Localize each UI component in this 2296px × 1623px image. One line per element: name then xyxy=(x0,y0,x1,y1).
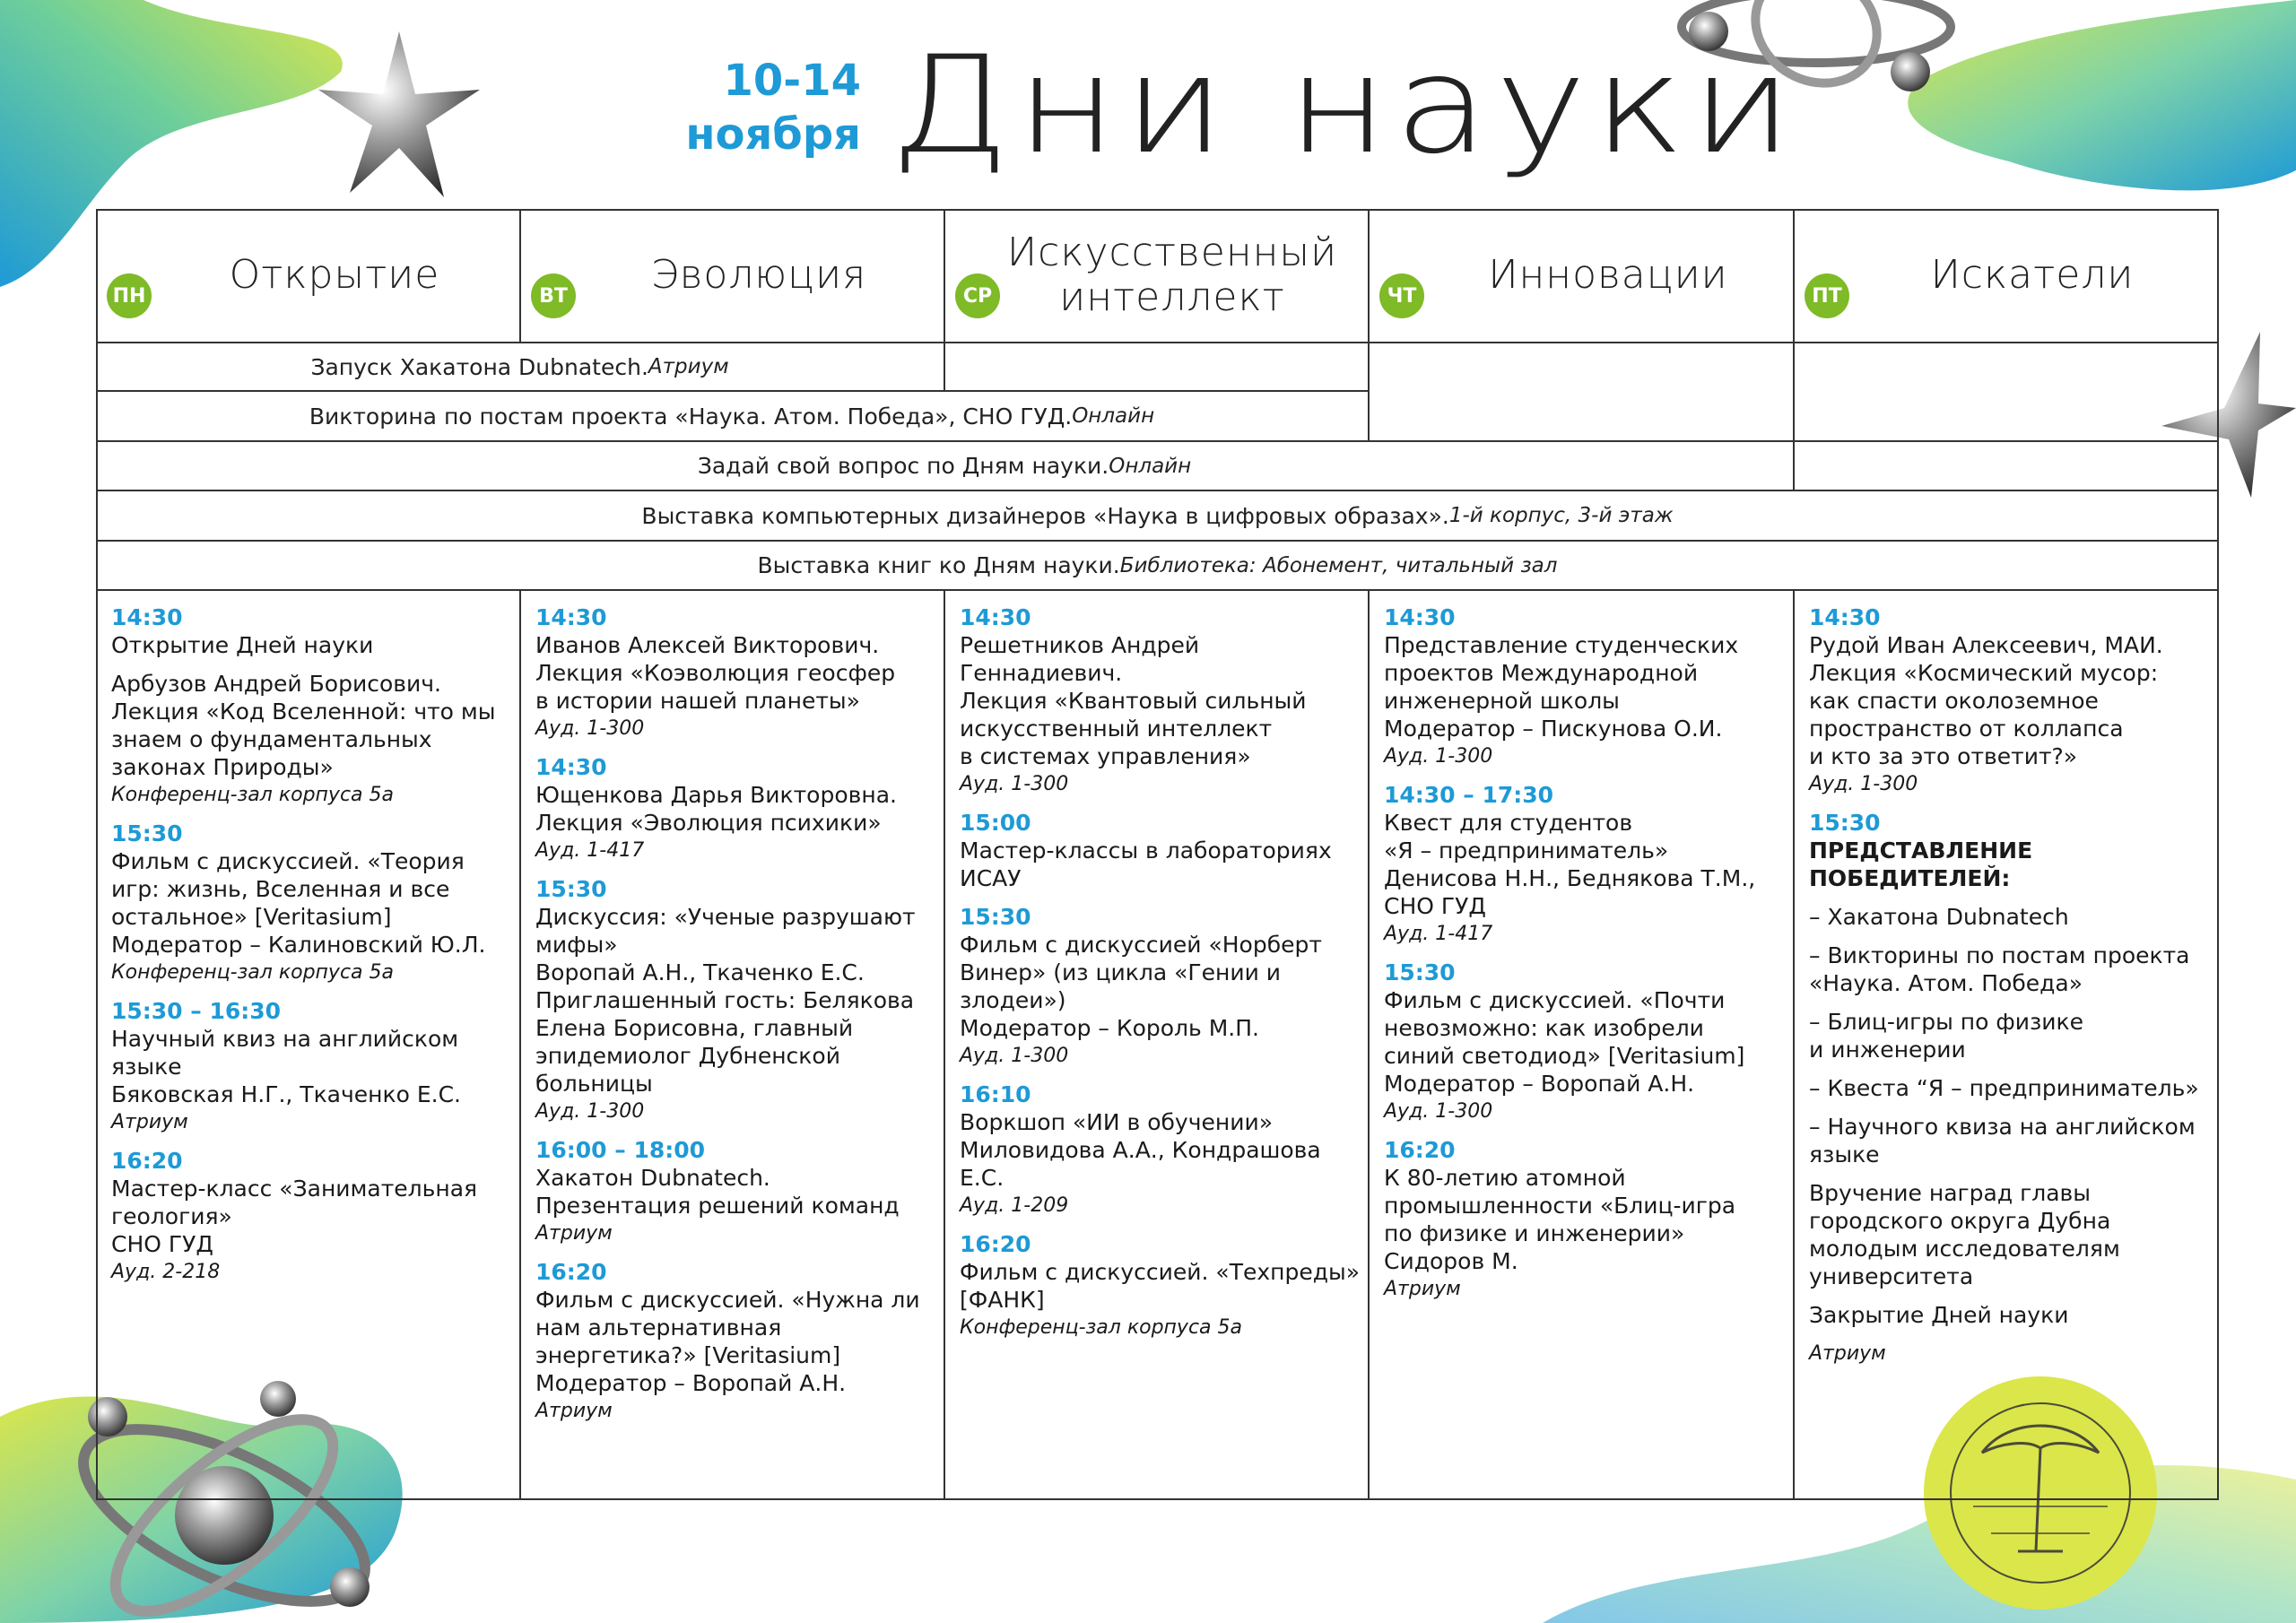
row-text: Задай свой вопрос по Дням науки. xyxy=(697,453,1109,479)
event-item xyxy=(535,1258,939,1425)
event-location: Ауд. 1-300 xyxy=(1809,773,1918,795)
event-time: 15:30 xyxy=(960,904,1031,930)
event-item xyxy=(535,753,939,864)
event-location: Конференц-зал корпуса 5а xyxy=(111,961,395,984)
event-item xyxy=(1384,781,1787,948)
row-place: Онлайн xyxy=(1109,454,1192,478)
event-description: Мастер-класс «Занимательная геология» СНО ГУД xyxy=(111,1176,478,1257)
row-text: Выставка книг ко Дням науки. xyxy=(757,552,1120,578)
event-item xyxy=(535,603,939,742)
event-description: Фильм с дискуссией. «Нужна ли нам альтернативная энергетика?» [Veritasium] Модератор – Воропай А.Н. xyxy=(535,1287,920,1396)
event-time: 15:30 – 16:30 xyxy=(111,998,282,1024)
event-description: – Викторины по постам проекта «Наука. Атом. Победа» xyxy=(1809,942,2190,996)
event-description: Представление студенческих проектов Международной инженерной школы Модератор – Пискунова О.И. xyxy=(1384,632,1739,742)
event-description: ПРЕДСТАВЛЕНИЕ ПОБЕДИТЕЛЕЙ: xyxy=(1809,838,2033,891)
page-title: Дни науки xyxy=(890,28,1799,184)
day-theme-wed: Искусственный интеллект xyxy=(1006,230,1338,320)
event-time: 16:20 xyxy=(960,1231,1031,1257)
event-location: Ауд. 1-300 xyxy=(1384,745,1493,768)
event-item xyxy=(960,1081,1363,1219)
event-location: Ауд. 2-218 xyxy=(111,1261,221,1283)
event-item xyxy=(1809,1074,2213,1102)
row-text: Запуск Хакатона Dubnatech. xyxy=(310,353,648,380)
day-theme-mon: Открытие xyxy=(229,252,440,298)
dates-range: 10-14 xyxy=(723,56,861,106)
event-dates xyxy=(655,54,861,161)
row-exhibition-design xyxy=(96,491,2219,540)
event-description: Ющенкова Дарья Викторовна. Лекция «Эволюция психики» xyxy=(535,782,897,836)
row-exhibition-books xyxy=(96,542,2219,589)
event-description: – Квеста “Я – предприниматель» xyxy=(1809,1075,2199,1101)
event-location: Ауд. 1-300 xyxy=(960,773,1069,795)
day-badge-fri: ПТ xyxy=(1805,273,1849,318)
event-item xyxy=(111,603,515,659)
event-time: 14:30 xyxy=(111,604,183,630)
row-text: Викторина по постам проекта «Наука. Атом. Победа», СНО ГУД. xyxy=(309,403,1073,430)
event-item xyxy=(1384,959,1787,1125)
event-description: Мастер-классы в лабораториях ИСАУ xyxy=(960,838,1332,891)
row-hackathon-launch xyxy=(96,343,944,390)
event-location: Атриум xyxy=(1809,1342,1886,1365)
event-item xyxy=(1809,809,2213,892)
event-item xyxy=(960,809,1363,892)
row-quiz xyxy=(96,392,1368,440)
event-description: Рудой Иван Алексеевич, МАИ. Лекция «Космический мусор: как спасти околоземное пространство от коллапса и кто за это ответит?» xyxy=(1809,632,2163,769)
event-location: Ауд. 1-300 xyxy=(535,717,645,740)
event-location: Ауд. 1-300 xyxy=(1384,1100,1493,1123)
day-badge-mon: ПН xyxy=(107,273,152,318)
event-time: 14:30 xyxy=(535,754,607,780)
event-time: 16:20 xyxy=(535,1259,607,1285)
row-place: Онлайн xyxy=(1072,404,1155,428)
event-description: К 80-летию атомной промышленности «Блиц-игра по физике и инженерии» Сидоров М. xyxy=(1384,1165,1736,1274)
day-column-thu xyxy=(1384,603,1787,1314)
event-description: Закрытие Дней науки xyxy=(1809,1302,2069,1328)
event-time: 14:30 – 17:30 xyxy=(1384,782,1554,808)
event-item xyxy=(1809,1008,2213,1063)
day-badge-tue: ВТ xyxy=(531,273,576,318)
day-column-wed xyxy=(960,603,1363,1352)
day-badge-thu: ЧТ xyxy=(1379,273,1424,318)
event-item xyxy=(111,670,515,809)
day-column-tue xyxy=(535,603,939,1436)
event-location: Ауд. 1-417 xyxy=(535,839,645,862)
event-item xyxy=(960,903,1363,1070)
day-theme-tue: Эволюция xyxy=(650,252,867,298)
event-description: Фильм с дискуссией. «Почти невозможно: как изобрели синий светодиод» [Veritasium] Модератор – Воропай А.Н. xyxy=(1384,987,1745,1097)
event-item xyxy=(535,875,939,1125)
event-item xyxy=(535,1136,939,1247)
event-description: Вручение наград главы городского округа Дубна молодым исследователям университета xyxy=(1809,1180,2120,1289)
day-column-fri xyxy=(1809,603,2213,1378)
event-time: 14:30 xyxy=(535,604,607,630)
schedule-table xyxy=(96,209,2219,1500)
dates-month: ноября xyxy=(685,109,861,160)
event-description: Фильм с дискуссией «Норберт Винер» (из цикла «Гении и злодеи») Модератор – Король М.П. xyxy=(960,932,1322,1041)
event-item xyxy=(1809,903,2213,931)
event-time: 16:20 xyxy=(1384,1137,1456,1163)
event-item xyxy=(1809,603,2213,798)
event-item xyxy=(111,997,515,1136)
event-item xyxy=(960,603,1363,798)
day-theme-thu: Инновации xyxy=(1488,252,1728,298)
event-item xyxy=(111,1147,515,1286)
event-item xyxy=(1809,1301,2213,1329)
event-item xyxy=(1809,942,2213,997)
day-theme-fri: Искатели xyxy=(1930,252,2135,298)
event-description: Хакатон Dubnatech. Презентация решений команд xyxy=(535,1165,900,1219)
event-time: 14:30 xyxy=(960,604,1031,630)
event-description: Иванов Алексей Викторович. Лекция «Коэволюция геосфер в истории нашей планеты» xyxy=(535,632,896,714)
day-badge-wed: СР xyxy=(955,273,1000,318)
event-location: Ауд. 1-300 xyxy=(535,1100,645,1123)
event-item xyxy=(960,1230,1363,1341)
event-time: 14:30 xyxy=(1809,604,1881,630)
event-time: 15:30 xyxy=(535,876,607,902)
event-time: 16:20 xyxy=(111,1148,183,1174)
event-item xyxy=(1809,1340,2213,1367)
event-item xyxy=(1809,1179,2213,1290)
event-location: Атриум xyxy=(535,1400,613,1422)
event-item xyxy=(111,820,515,986)
event-description: Научный квиз на английском языке Бяковская Н.Г., Ткаченко Е.С. xyxy=(111,1026,461,1107)
row-ask-question xyxy=(96,442,1793,490)
event-description: – Хакатона Dubnatech xyxy=(1809,904,2069,930)
event-location: Ауд. 1-209 xyxy=(960,1194,1069,1217)
day-column-mon xyxy=(111,603,515,1297)
event-description: Арбузов Андрей Борисович. Лекция «Код Вселенной: что мы знаем о фундаментальных законах Природы» xyxy=(111,671,496,780)
row-place: Библиотека: Абонемент, читальный зал xyxy=(1119,553,1558,577)
event-description: Воркшоп «ИИ в обучении» Миловидова А.А., Кондрашова Е.С. xyxy=(960,1109,1321,1191)
row-place: 1-й корпус, 3-й этаж xyxy=(1448,504,1674,527)
decor-star-icon xyxy=(309,27,489,206)
event-location: Конференц-зал корпуса 5а xyxy=(960,1316,1243,1339)
event-location: Атриум xyxy=(535,1222,613,1245)
event-item xyxy=(1809,1113,2213,1168)
event-time: 15:30 xyxy=(1809,810,1881,836)
row-text: Выставка компьютерных дизайнеров «Наука в цифровых образах». xyxy=(641,502,1449,529)
event-time: 16:00 – 18:00 xyxy=(535,1137,706,1163)
event-location: Атриум xyxy=(111,1111,188,1133)
event-description: Дискуссия: «Ученые разрушают мифы» Воропай А.Н., Ткаченко Е.С. Приглашенный гость: Белякова Елена Борисовна, главный эпидемиолог Дубненской больницы xyxy=(535,904,916,1097)
event-item xyxy=(1384,603,1787,770)
event-location: Ауд. 1-300 xyxy=(960,1045,1069,1067)
event-description: Фильм с дискуссией. «Теория игр: жизнь, Вселенная и все остальное» [Veritasium] Модератор – Калиновский Ю.Л. xyxy=(111,848,486,958)
event-time: 15:30 xyxy=(111,820,183,846)
event-item xyxy=(1384,1136,1787,1303)
event-location: Конференц-зал корпуса 5а xyxy=(111,784,395,806)
event-time: 14:30 xyxy=(1384,604,1456,630)
event-time: 15:30 xyxy=(1384,959,1456,985)
event-description: – Научного квиза на английском языке xyxy=(1809,1114,2196,1167)
event-time: 15:00 xyxy=(960,810,1031,836)
event-description: Решетников Андрей Геннадиевич. Лекция «Квантовый сильный искусственный интеллект в системах управления» xyxy=(960,632,1307,769)
event-description: – Блиц-игры по физике и инженерии xyxy=(1809,1009,2084,1063)
event-location: Атриум xyxy=(1384,1278,1461,1300)
event-location: Ауд. 1-417 xyxy=(1384,923,1493,945)
event-description: Открытие Дней науки xyxy=(111,632,374,658)
event-description: Фильм с дискуссией. «Техпреды» [ФАНК] xyxy=(960,1259,1361,1313)
row-place: Атриум xyxy=(648,355,729,378)
event-time: 16:10 xyxy=(960,1081,1031,1107)
event-description: Квест для студентов «Я – предприниматель» Денисова Н.Н., Беднякова Т.М., СНО ГУД xyxy=(1384,810,1756,919)
